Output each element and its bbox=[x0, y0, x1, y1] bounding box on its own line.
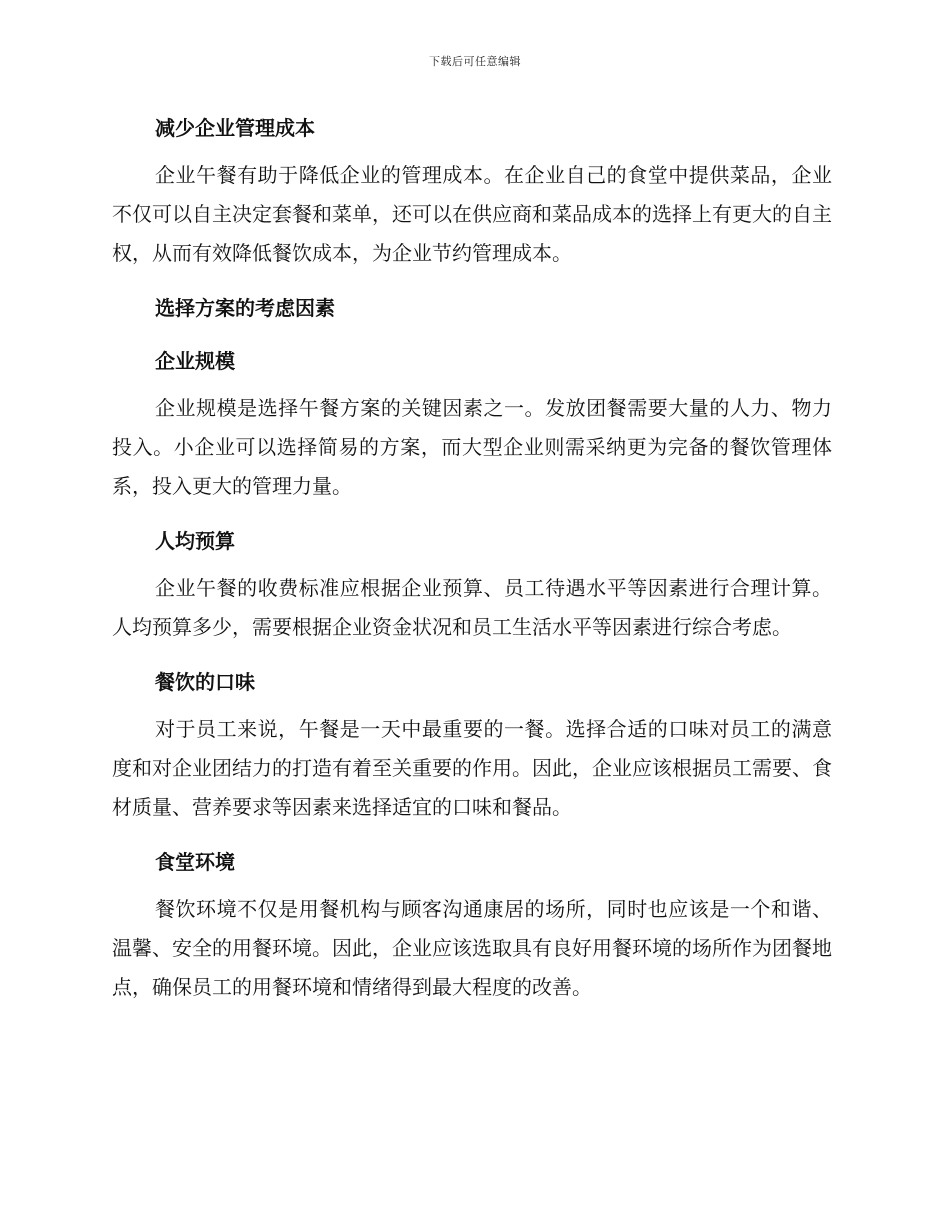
section-heading-canteen-environment: 食堂环境 bbox=[155, 850, 235, 874]
section-heading-per-capita-budget: 人均预算 bbox=[155, 529, 235, 553]
section-heading-taste: 餐饮的口味 bbox=[155, 670, 255, 694]
section-paragraph-management-cost: 企业午餐有助于降低企业的管理成本。在企业自己的食堂中提供菜品，企业不仅可以自主决定套餐和菜单，还可以在供应商和菜品成本的选择上有更大的自主权，从而有效降低餐饮成本，为企业节约管理成本。 bbox=[112, 163, 832, 265]
section-heading-management-cost: 减少企业管理成本 bbox=[155, 116, 315, 140]
section-heading-considerations: 选择方案的考虑因素 bbox=[155, 296, 335, 320]
section-paragraph-per-capita-budget: 企业午餐的收费标准应根据企业预算、员工待遇水平等因素进行合理计算。人均预算多少，需要根据企业资金状况和员工生活水平等因素进行综合考虑。 bbox=[112, 576, 832, 639]
section-paragraph-taste: 对于员工来说，午餐是一天中最重要的一餐。选择合适的口味对员工的满意度和对企业团结力的打造有着至关重要的作用。因此，企业应该根据员工需要、食材质量、营养要求等因素来选择适宜的口味和餐品。 bbox=[112, 717, 832, 819]
page-header-note: 下载后可任意编辑 bbox=[429, 55, 521, 68]
document-body bbox=[112, 110, 832, 1007]
section-heading-company-scale: 企业规模 bbox=[155, 349, 235, 373]
section-paragraph-canteen-environment: 餐饮环境不仅是用餐机构与顾客沟通康居的场所，同时也应该是一个和谐、温馨、安全的用餐环境。因此，企业应该选取具有良好用餐环境的场所作为团餐地点，确保员工的用餐环境和情绪得到最大程度的改善。 bbox=[112, 897, 832, 999]
section-paragraph-company-scale: 企业规模是选择午餐方案的关键因素之一。发放团餐需要大量的人力、物力投入。小企业可以选择简易的方案，而大型企业则需采纳更为完备的餐饮管理体系，投入更大的管理力量。 bbox=[112, 396, 832, 498]
